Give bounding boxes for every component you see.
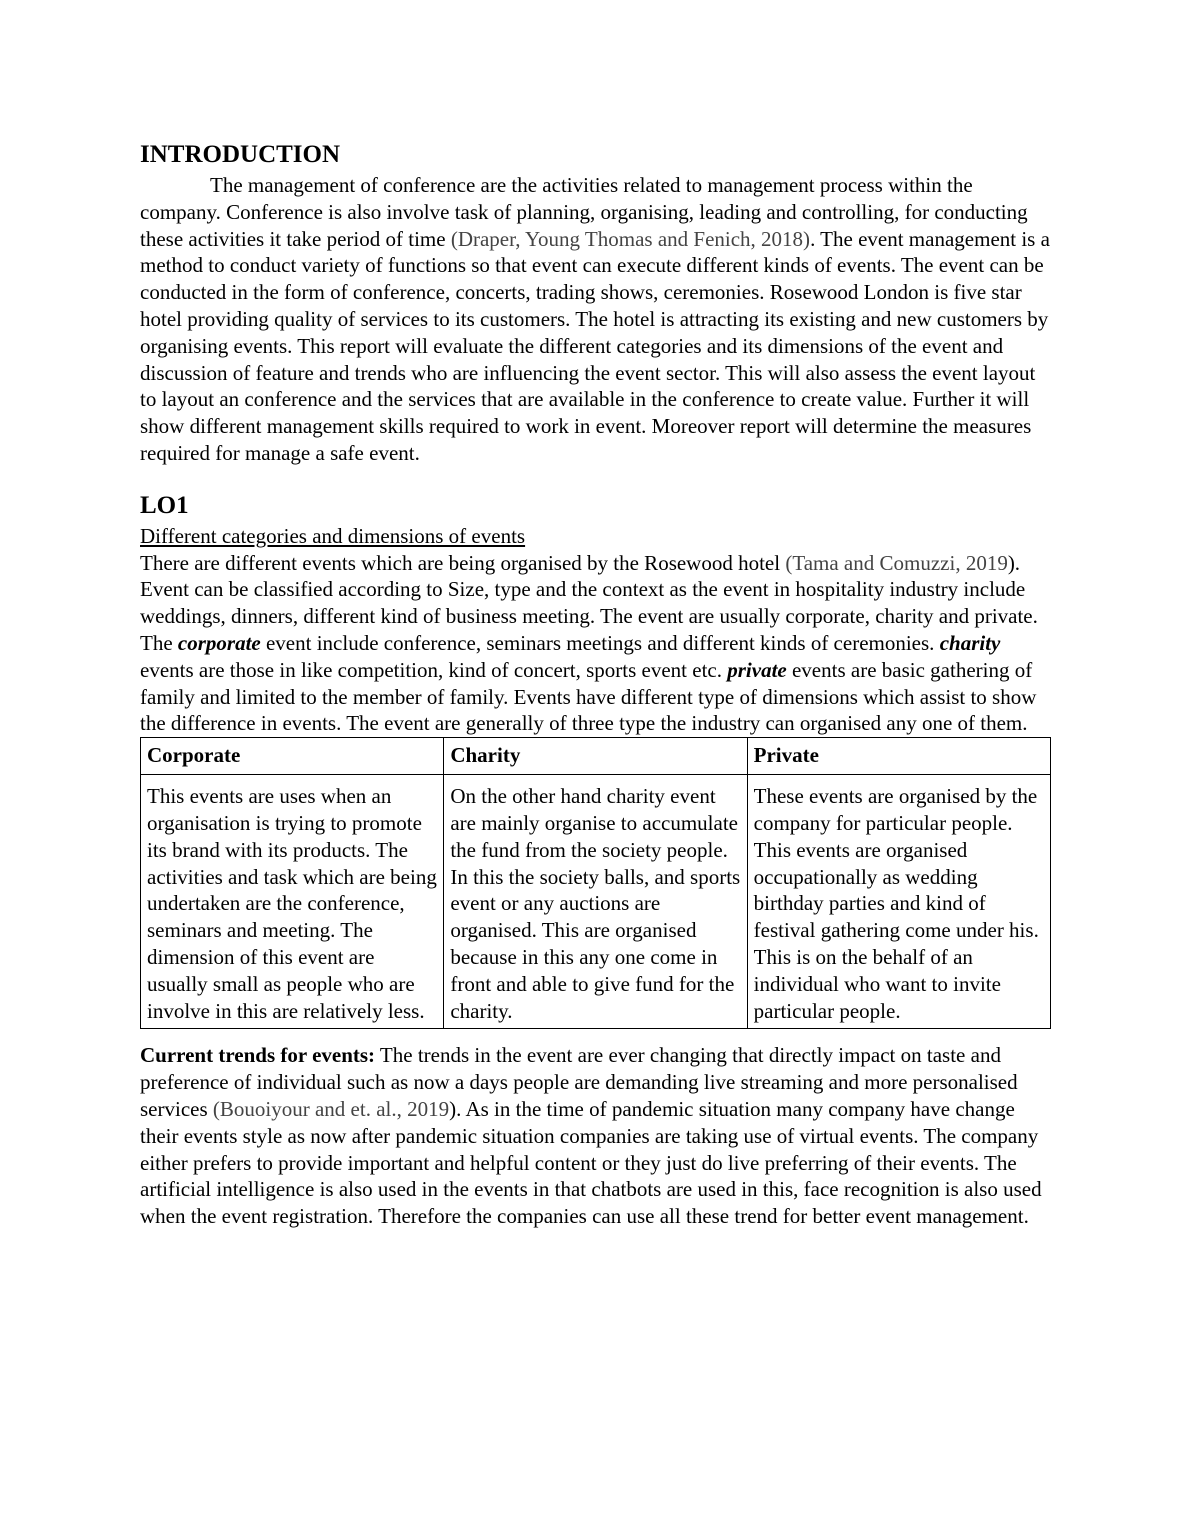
- trends-text-part-2: ). As in the time of pandemic situation many company have change their events style as now after pandemic situation companies are taking use of virtual events. The company either prefers to provide important and helpful content or they just do live preferring of their events. The artificial intelligence is also used in the events in that chatbots are used in this, face recognition is also used when the event registration. Therefore the companies can use all these trend for better event management.: [140, 1096, 1042, 1229]
- introduction-heading: INTRODUCTION: [140, 141, 341, 168]
- cell-corporate: This events are uses when an organisation is trying to promote its brand with its products. The activities and task which are being undertaken are the conference, seminars and meeting. The dimension of this event are usually small as people who are involve in this are relatively less.: [141, 775, 444, 1029]
- header-private: Private: [747, 738, 1050, 775]
- table-header-row: [141, 738, 1051, 775]
- lo1-subheading: Different categories and dimensions of events: [140, 523, 526, 548]
- header-charity: Charity: [444, 738, 747, 775]
- lo1-text-part-4: events are those in like competition, kind of concert, sports event etc.: [140, 657, 728, 682]
- intro-citation: (Draper, Young Thomas and Fenich, 2018): [450, 226, 811, 251]
- lo1-citation: (Tama and Comuzzi, 2019: [785, 550, 1008, 575]
- trends-lead: Current trends for events:: [140, 1043, 376, 1068]
- introduction-paragraph: [140, 172, 1052, 467]
- lo1-paragraph: [140, 550, 1052, 738]
- cell-charity: On the other hand charity event are mainly organise to accumulate the fund from the society people. In this the society balls, and sports event or any auctions are organised. This are organised because in this any one come in front and able to give fund for the charity.: [444, 775, 747, 1029]
- intro-text-part-1: The management of conference are the activities related to management process within the company. Conference is also involve task of planning, organising, leading and controlling, for conducting these activities it take period of time: [140, 173, 1028, 251]
- trends-text-part-1: The trends in the event are ever changing that directly impact on taste and preference of individual such as now a days people are demanding live streaming and more personalised services: [140, 1043, 1018, 1121]
- cell-private: These events are organised by the company for particular people. This events are organised occupationally as wedding birthday parties and kind of festival gathering come under his. This is on the behalf of an individual who want to invite particular people.: [747, 775, 1050, 1029]
- trends-citation: (Bouoiyour and et. al., 2019: [212, 1096, 450, 1121]
- lo1-text-part-3: event include conference, seminars meetings and different kinds of ceremonies.: [260, 630, 940, 655]
- header-corporate: Corporate: [141, 738, 444, 775]
- table-row: [141, 775, 1051, 1029]
- lo1-text-part-5: events are basic gathering of family and limited to the member of family. Events have different type of dimensions which assist to show the difference in events. The event are generally of three type the industry can organised any one of them.: [140, 657, 1037, 736]
- lo1-text-part-1: There are different events which are being organised by the Rosewood hotel: [140, 550, 786, 575]
- intro-text-part-2: . The event management is a method to conduct variety of functions so that event can execute different kinds of events. The event can be conducted in the form of conference, concerts, trading shows, ceremonies. Rosewood London is five star hotel providing quality of services to its customers. The hotel is attracting its existing and new customers by organising events. This report will evaluate the different categories and its dimensions of the event and discussion of feature and trends who are influencing the event sector. This will also assess the event layout to layout an conference and the services that are available in the conference to create value. Further it will show different management skills required to work in event. Moreover report will determine the measures required for manage a safe event.: [140, 226, 1050, 465]
- emphasis-corporate: corporate: [177, 630, 261, 655]
- lo1-text-part-2: ). Event can be classified according to Size, type and the context as the event in hospitality industry include weddings, dinners, different kind of business meeting. The event are usually corporate, charity and private. The: [140, 550, 1038, 655]
- emphasis-private: private: [727, 657, 787, 682]
- trends-paragraph: [140, 1042, 1052, 1230]
- lo1-heading: LO1: [140, 491, 189, 519]
- emphasis-charity: charity: [939, 630, 1001, 655]
- event-categories-table: [140, 737, 1051, 1029]
- document-page: [140, 138, 1052, 1230]
